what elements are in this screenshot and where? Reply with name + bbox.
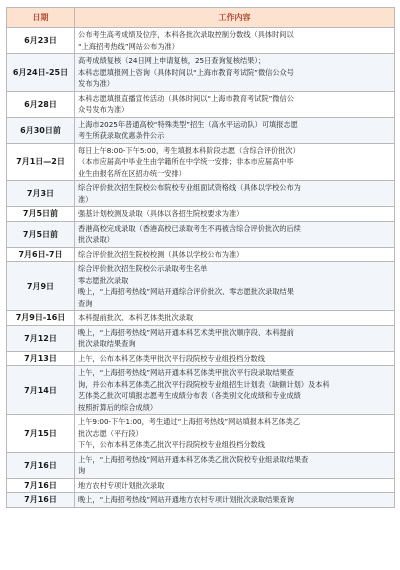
- row-content: [75, 91, 395, 117]
- row-content-line: （本市应届高中毕业生由学籍所在中学统一安排；非本市应届高中毕: [78, 157, 294, 166]
- row-content-line: 艺体类乙批次可填报志愿考生成绩分布表（各类别文化成绩和专业成绩: [78, 391, 301, 400]
- table-row: [7, 181, 395, 207]
- row-content-line: 发布为准）: [78, 79, 114, 88]
- row-content: [75, 415, 395, 453]
- table-row: [7, 143, 395, 181]
- table-row: [7, 54, 395, 92]
- row-date: 7月16日: [7, 493, 75, 508]
- row-date: 7月5日前: [7, 221, 75, 247]
- row-date: 7月1日—2日: [7, 143, 75, 181]
- row-content-line: 上午，“上海招考热线”网站开通本科艺体类乙批次院校专业组录取结果查: [78, 454, 309, 464]
- row-content-line: 业生由报名所在区招办统一安排）: [78, 168, 186, 178]
- table-row: [7, 311, 395, 326]
- row-date: 7月14日: [7, 366, 75, 415]
- row-content-line: 地方农村专项计划批次录取: [78, 480, 165, 490]
- row-content-line: 综合评价批次招生院校公布院校专业组面试资格线（具体以学校公布为: [78, 183, 301, 192]
- row-content: [75, 478, 395, 493]
- row-date: 7月12日: [7, 325, 75, 351]
- table-row: [7, 452, 395, 478]
- table-body: [7, 28, 395, 508]
- table-row: [7, 478, 395, 493]
- header-content: 工作内容: [75, 8, 395, 28]
- row-date: 7月13日: [7, 351, 75, 366]
- row-date: 6月30日前: [7, 117, 75, 143]
- table-row: [7, 325, 395, 351]
- row-content-line: 查询: [78, 298, 93, 308]
- schedule-sheet: [6, 7, 394, 508]
- row-date: 7月3日: [7, 181, 75, 207]
- row-date: 7月16日: [7, 452, 75, 478]
- row-content-line: 上午，公布本科艺体类甲批次平行段院校专业组投档分数线: [78, 353, 265, 363]
- row-content-line: 香港高校完成录取（香港高校已录取考生不再被含综合评价批次的后续: [78, 223, 301, 233]
- row-content-line: 批次录取）: [78, 235, 114, 244]
- row-date: 7月9日: [7, 262, 75, 311]
- row-content: [75, 325, 395, 351]
- row-content: [75, 366, 395, 415]
- row-content: [75, 493, 395, 508]
- row-content-line: 每日上午8:00-下午5:00，考生填报本科阶段志愿（含综合评价批次）: [78, 145, 300, 155]
- row-content-line: 询，并公布本科艺体类乙批次平行段院校专业组招生计划表（缺额计划）及本科: [78, 379, 330, 389]
- table-row: [7, 366, 395, 415]
- row-content-line: 强基计划校测及录取（具体以各招生院校要求为准）: [78, 209, 244, 218]
- table-row: [7, 221, 395, 247]
- table-row: [7, 91, 395, 117]
- row-date: 7月9日-16日: [7, 311, 75, 326]
- row-date: 6月28日: [7, 91, 75, 117]
- row-content-line: 批次志愿（平行段）: [78, 428, 143, 438]
- table-row: [7, 117, 395, 143]
- row-date: 6月23日: [7, 28, 75, 54]
- row-date: 6月24日-25日: [7, 54, 75, 92]
- table-row: [7, 493, 395, 508]
- row-content-line: 晚上，“上海招考热线”网站开通综合评价批次、零志愿批次录取结果: [78, 287, 294, 296]
- header-date: 日期: [7, 8, 75, 28]
- row-date: 7月6日-7日: [7, 247, 75, 262]
- row-content-line: 众号发布为准）: [78, 105, 129, 114]
- row-content-line: 零志愿批次录取: [78, 275, 129, 285]
- table-row: [7, 207, 395, 222]
- table-row: [7, 415, 395, 453]
- table-row: [7, 351, 395, 366]
- row-content: [75, 351, 395, 366]
- row-content-line: 批次录取结果查询: [78, 339, 136, 348]
- row-content-line: 上海市2025年普通高校“特殊类型”招生（高水平运动队）可填报志愿: [78, 119, 298, 129]
- row-content-line: 晚上，“上海招考热线”网站开通本科艺术类甲批次顺序段、本科提前: [78, 327, 294, 337]
- table-row: [7, 262, 395, 311]
- row-content-line: 本科提前批次、本科艺体类批次录取: [78, 313, 194, 322]
- row-content-line: 询: [78, 466, 86, 475]
- row-content: [75, 117, 395, 143]
- row-date: 7月15日: [7, 415, 75, 453]
- row-content: [75, 247, 395, 262]
- row-content: [75, 221, 395, 247]
- row-date: 7月16日: [7, 478, 75, 493]
- row-content: [75, 452, 395, 478]
- table-row: [7, 247, 395, 262]
- row-content: [75, 28, 395, 54]
- row-content-line: 高考成绩复核（24日网上申请复核，25日查询复核结果）；: [78, 56, 266, 65]
- row-content-line: 下午，公布本科艺体类乙批次平行段院校专业组投档分数线: [78, 440, 265, 449]
- row-content-line: 上午，“上海招考热线”网站开通本科艺体类甲批次平行段录取结果查: [78, 368, 294, 377]
- row-content-line: “上海招考热线”网站公布为准）: [78, 41, 179, 51]
- row-content: [75, 207, 395, 222]
- row-content: [75, 54, 395, 92]
- row-content-line: 按照折算后的综合成绩）: [78, 402, 158, 412]
- row-content-line: 准）: [78, 194, 93, 204]
- schedule-table: [6, 7, 395, 508]
- row-content-line: 晚上，“上海招考热线”网站开通地方农村专项计划批次录取结果查询: [78, 495, 294, 504]
- row-content-line: 本科志愿填报直播宣传活动（具体时间以“上海市教育考试院”微信公: [78, 93, 294, 103]
- table-row: [7, 28, 395, 54]
- row-content: [75, 262, 395, 311]
- row-content-line: 本科志愿填报网上咨询（具体时间以“上海市教育考试院”微信公众号: [78, 67, 294, 77]
- row-content-line: 综合评价批次招生院校公示录取考生名单: [78, 264, 208, 273]
- row-content-line: 综合评价批次招生院校校测（具体以学校公布为准）: [78, 249, 244, 259]
- row-date: 7月5日前: [7, 207, 75, 222]
- row-content: [75, 181, 395, 207]
- row-content-line: 公布考生高考成绩及位序，本科各批次录取控制分数线（具体时间以: [78, 30, 294, 39]
- table-header-row: [7, 8, 395, 28]
- row-content: [75, 143, 395, 181]
- row-content-line: 上午9:00-下午1:00，考生通过“上海招考热线”网站填报本科艺体类乙: [78, 417, 301, 426]
- row-content-line: 考生所获录取优惠条件公示: [78, 131, 165, 140]
- row-content: [75, 311, 395, 326]
